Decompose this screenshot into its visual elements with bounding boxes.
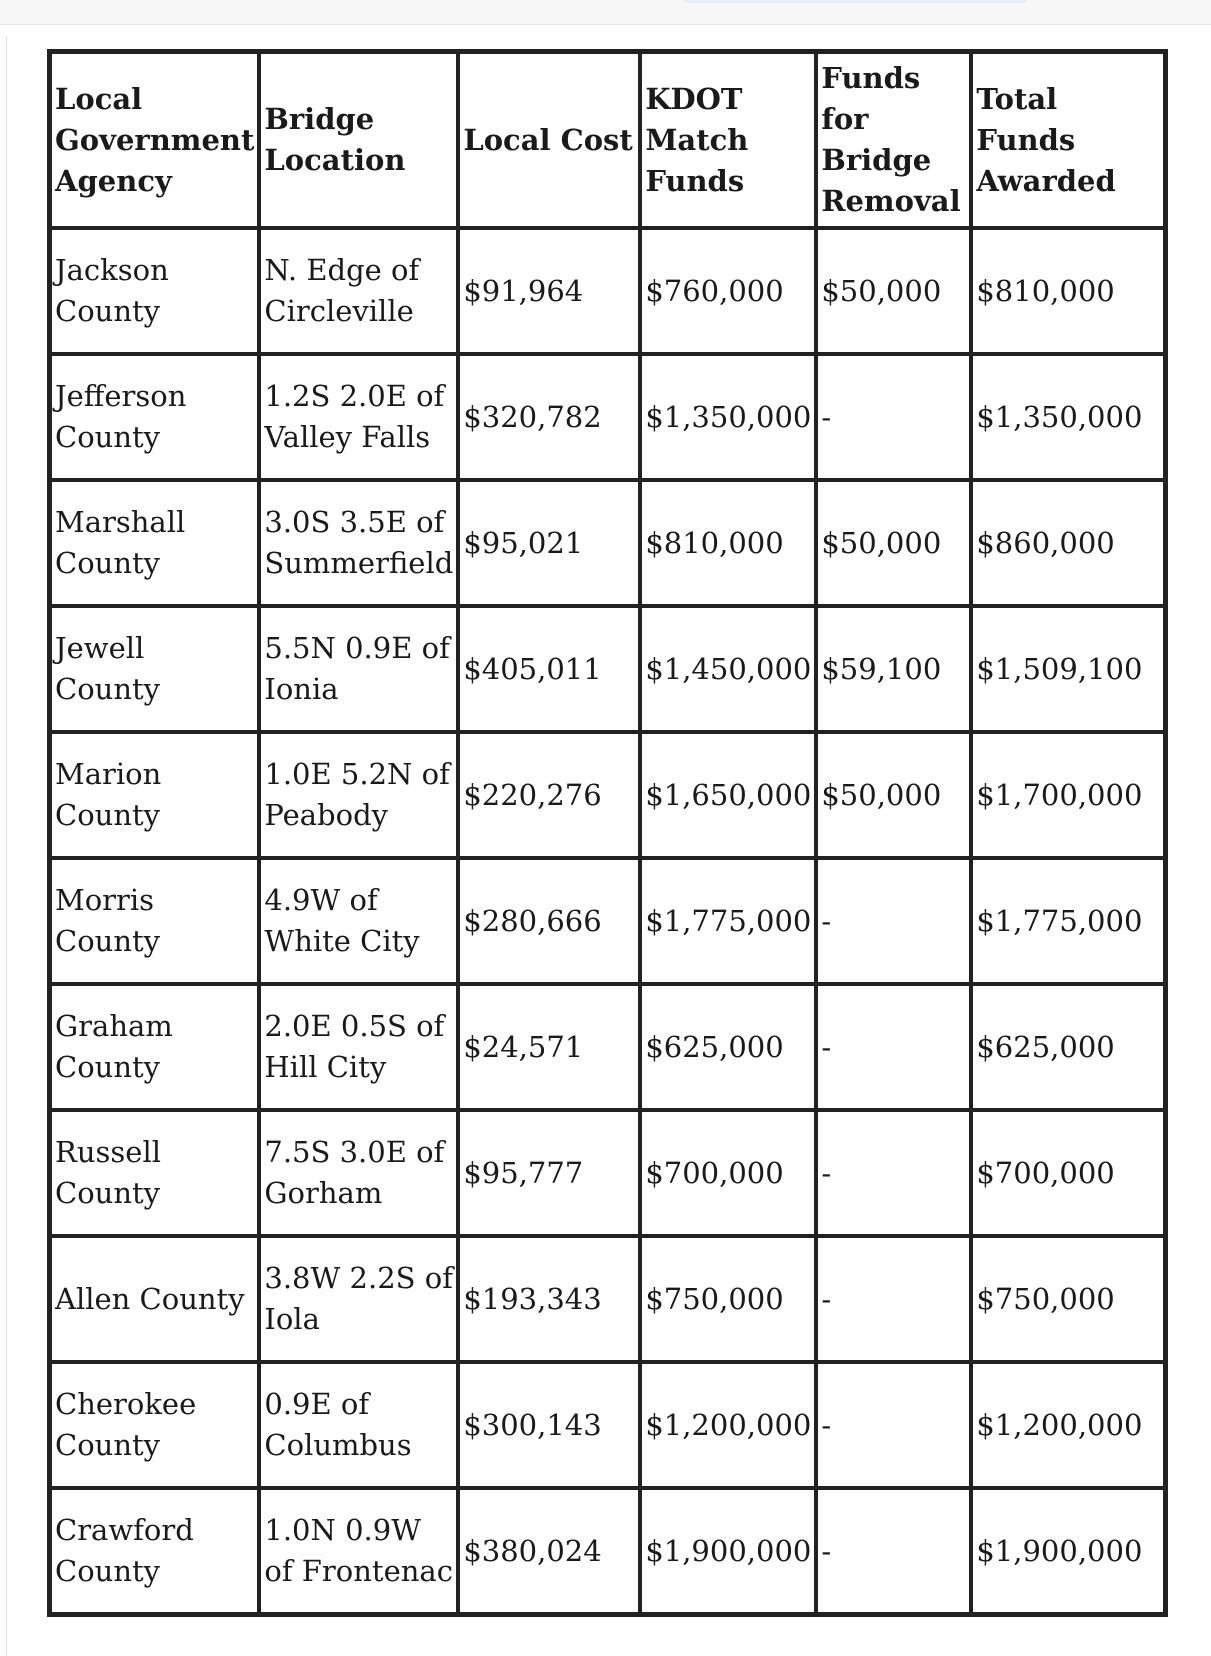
cell-kdot-match: $810,000: [640, 480, 816, 606]
cell-local-cost: $280,666: [458, 858, 640, 984]
table-row: [50, 1488, 1165, 1614]
table-row: [50, 606, 1165, 732]
cell-total-awarded: $1,350,000: [971, 354, 1165, 480]
cell-agency: Russell County: [50, 1110, 259, 1236]
table-row: [50, 1236, 1165, 1362]
table-row: [50, 858, 1165, 984]
cell-local-cost: $320,782: [458, 354, 640, 480]
table-row: [50, 480, 1165, 606]
cell-location: 1.0N 0.9W of Frontenac: [259, 1488, 458, 1614]
cell-kdot-match: $1,200,000: [640, 1362, 816, 1488]
cell-local-cost: $95,777: [458, 1110, 640, 1236]
cell-removal-funds: $50,000: [816, 228, 971, 354]
bridge-funding-table: [47, 49, 1168, 1617]
cell-location: 3.0S 3.5E of Summerfield: [259, 480, 458, 606]
cell-removal-funds: $59,100: [816, 606, 971, 732]
cell-removal-funds: -: [816, 354, 971, 480]
cell-location: 4.9W of White City: [259, 858, 458, 984]
cell-agency: Jefferson County: [50, 354, 259, 480]
table-row: [50, 1362, 1165, 1488]
cell-agency: Marion County: [50, 732, 259, 858]
cell-location: 1.0E 5.2N of Peabody: [259, 732, 458, 858]
cell-kdot-match: $625,000: [640, 984, 816, 1110]
cell-agency: Crawford County: [50, 1488, 259, 1614]
header-removal-funds: Funds for Bridge Removal: [816, 52, 971, 228]
cell-kdot-match: $700,000: [640, 1110, 816, 1236]
cell-removal-funds: $50,000: [816, 732, 971, 858]
cell-removal-funds: -: [816, 858, 971, 984]
cell-removal-funds: -: [816, 984, 971, 1110]
cell-total-awarded: $1,775,000: [971, 858, 1165, 984]
cell-total-awarded: $750,000: [971, 1236, 1165, 1362]
table-row: [50, 732, 1165, 858]
cell-local-cost: $24,571: [458, 984, 640, 1110]
cell-location: N. Edge of Circleville: [259, 228, 458, 354]
cell-total-awarded: $700,000: [971, 1110, 1165, 1236]
browser-top-bar: [0, 0, 1211, 25]
cell-agency: Jewell County: [50, 606, 259, 732]
cell-removal-funds: -: [816, 1362, 971, 1488]
cell-location: 0.9E of Columbus: [259, 1362, 458, 1488]
cell-kdot-match: $760,000: [640, 228, 816, 354]
cell-agency: Jackson County: [50, 228, 259, 354]
cell-local-cost: $405,011: [458, 606, 640, 732]
cell-removal-funds: $50,000: [816, 480, 971, 606]
cell-location: 5.5N 0.9E of Ionia: [259, 606, 458, 732]
cell-local-cost: $220,276: [458, 732, 640, 858]
address-bar-edge[interactable]: [684, 0, 1026, 3]
cell-agency: Cherokee County: [50, 1362, 259, 1488]
cell-total-awarded: $1,700,000: [971, 732, 1165, 858]
cell-local-cost: $95,021: [458, 480, 640, 606]
cell-total-awarded: $1,900,000: [971, 1488, 1165, 1614]
cell-total-awarded: $625,000: [971, 984, 1165, 1110]
cell-local-cost: $300,143: [458, 1362, 640, 1488]
cell-removal-funds: -: [816, 1236, 971, 1362]
table-header-row: [50, 52, 1165, 228]
cell-kdot-match: $1,350,000: [640, 354, 816, 480]
cell-total-awarded: $1,200,000: [971, 1362, 1165, 1488]
table-row: [50, 228, 1165, 354]
cell-location: 7.5S 3.0E of Gorham: [259, 1110, 458, 1236]
header-local-cost: Local Cost: [458, 52, 640, 228]
cell-kdot-match: $750,000: [640, 1236, 816, 1362]
cell-agency: Graham County: [50, 984, 259, 1110]
header-location: Bridge Location: [259, 52, 458, 228]
cell-total-awarded: $860,000: [971, 480, 1165, 606]
header-agency: Local Government Agency: [50, 52, 259, 228]
cell-local-cost: $91,964: [458, 228, 640, 354]
cell-location: 2.0E 0.5S of Hill City: [259, 984, 458, 1110]
cell-kdot-match: $1,450,000: [640, 606, 816, 732]
cell-kdot-match: $1,650,000: [640, 732, 816, 858]
table-row: [50, 1110, 1165, 1236]
cell-location: 1.2S 2.0E of Valley Falls: [259, 354, 458, 480]
cell-agency: Morris County: [50, 858, 259, 984]
cell-kdot-match: $1,775,000: [640, 858, 816, 984]
table-row: [50, 354, 1165, 480]
cell-removal-funds: -: [816, 1110, 971, 1236]
cell-local-cost: $193,343: [458, 1236, 640, 1362]
cell-total-awarded: $810,000: [971, 228, 1165, 354]
header-kdot-match: KDOT Match Funds: [640, 52, 816, 228]
cell-agency: Allen County: [50, 1236, 259, 1362]
table-row: [50, 984, 1165, 1110]
cell-total-awarded: $1,509,100: [971, 606, 1165, 732]
cell-local-cost: $380,024: [458, 1488, 640, 1614]
cell-agency: Marshall County: [50, 480, 259, 606]
cell-removal-funds: -: [816, 1488, 971, 1614]
header-total-awarded: Total Funds Awarded: [971, 52, 1165, 228]
table-body: [50, 228, 1165, 1614]
cell-location: 3.8W 2.2S of Iola: [259, 1236, 458, 1362]
cell-kdot-match: $1,900,000: [640, 1488, 816, 1614]
